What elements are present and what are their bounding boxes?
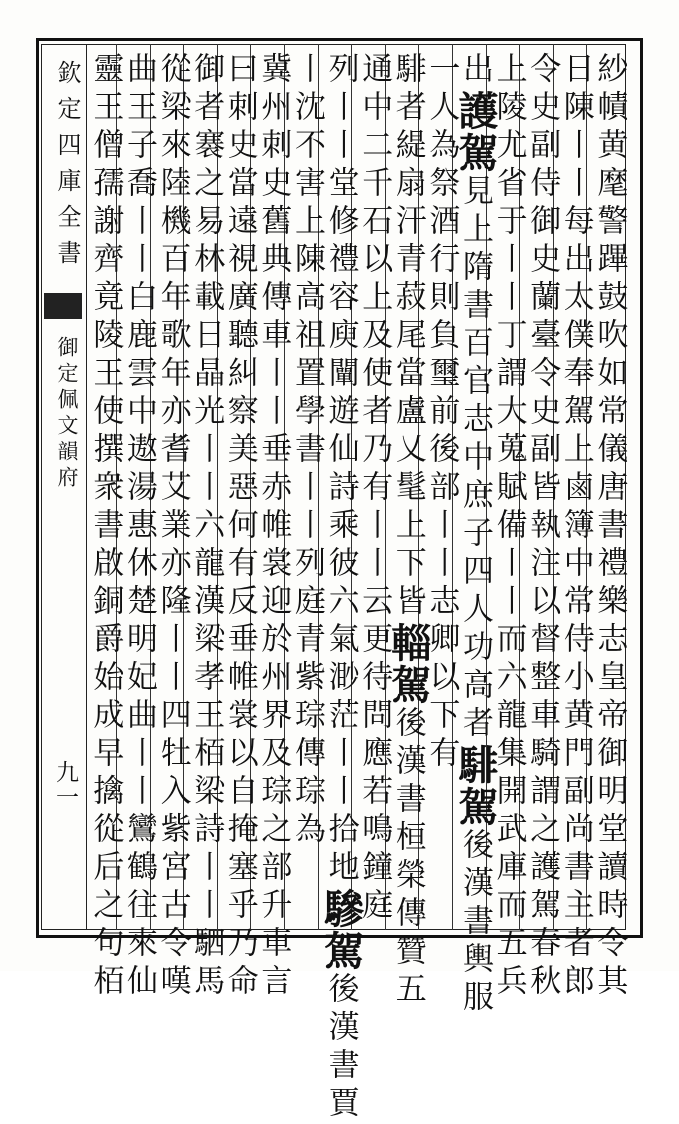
book-title: 欽定四庫全書 bbox=[53, 60, 81, 276]
entry-heading: 騑駕 bbox=[452, 744, 499, 828]
body-text: 志卿以下有 bbox=[423, 584, 460, 774]
entry-heading: 輜駕 bbox=[384, 622, 432, 706]
body-text: 御者褰之易林載日晶光丨丨六龍漢梁孝王栢梁詩丨丨駟馬 bbox=[188, 52, 225, 1002]
column-text bbox=[82, 52, 128, 1002]
body-text: 紗幘黄麾警蹕鼓吹如常儀唐書禮樂志皇帝御明堂讀時令其 bbox=[591, 52, 628, 1002]
body-text: 後漢書桓榮傳贊五 bbox=[389, 706, 426, 1010]
body-text: 上陵尤省于丨丨丁謂大蒐賦備丨丨而六龍集開武庫而五兵 bbox=[490, 52, 527, 1002]
body-text: 春秋 bbox=[524, 926, 561, 1002]
entry-heading: 驂駕 bbox=[317, 888, 365, 972]
body-text: 見上隋書百官志中庶子四人功高者 bbox=[457, 174, 493, 744]
body-text: 更待問應若鳴鐘庭 bbox=[356, 622, 393, 926]
body-text: 護駕 bbox=[524, 850, 561, 926]
body-text: 騑者緹扇汗青菽尾當盧乂髦上下皆 bbox=[389, 52, 426, 622]
volume-title: 御定佩文韻府 bbox=[55, 336, 79, 492]
body-text: 一人為祭酒行則負璽前後部丨丨 bbox=[423, 52, 460, 584]
body-text: 列丨丨堂修禮容庾闡遊仙詩乘彼六氣渺茫丨丨拾地 bbox=[322, 52, 359, 888]
body-text: 從梁來陸機百年歌年亦耆艾業亦隆丨丨四牡入紫宮古令嘆 bbox=[154, 52, 191, 1002]
body-text: 冀州刺史舊典傳車丨丨垂赤帷裳迎於州界及琮之部升車言 bbox=[255, 52, 292, 1002]
body-text: 令史副侍御史蘭臺令史副皆執注以督整車騎謂之 bbox=[524, 52, 561, 850]
entry-heading: 護駕 bbox=[452, 90, 499, 174]
body-text: 通中二千石以上及使者乃有丨丨云 bbox=[356, 52, 393, 622]
body-text: 琮傳琮為 bbox=[289, 698, 325, 850]
body-text: 後漢書賈 bbox=[322, 972, 359, 1124]
body-text: 曰刺史當遠視廣聽糾察美惡何有反垂帷裳以自掩塞乎乃命 bbox=[221, 52, 258, 1002]
body-text: 靈王僧孺謝齊竟陵王使撰衆書啟銅爵始成早擒從后之句栢 bbox=[87, 52, 124, 1002]
fish-tail-mark bbox=[44, 293, 82, 319]
body-text: 曲王子喬丨丨白鹿雲中遨湯惠休楚明妃曲丨丨鸞鶴往來仙 bbox=[121, 52, 157, 1002]
body-text: 後漢書輿服 bbox=[457, 828, 493, 1018]
body-text: 出 bbox=[457, 52, 493, 90]
body-text: 丨沈不害上陳高祖置學書丨丨列庭青紫 bbox=[289, 52, 325, 698]
text-column bbox=[82, 52, 124, 1002]
page-number: 九一 bbox=[52, 760, 78, 810]
body-text: 日陳丨丨每出太僕奉駕上鹵簿中常侍小黄門副尚書主者郎 bbox=[557, 52, 594, 1002]
